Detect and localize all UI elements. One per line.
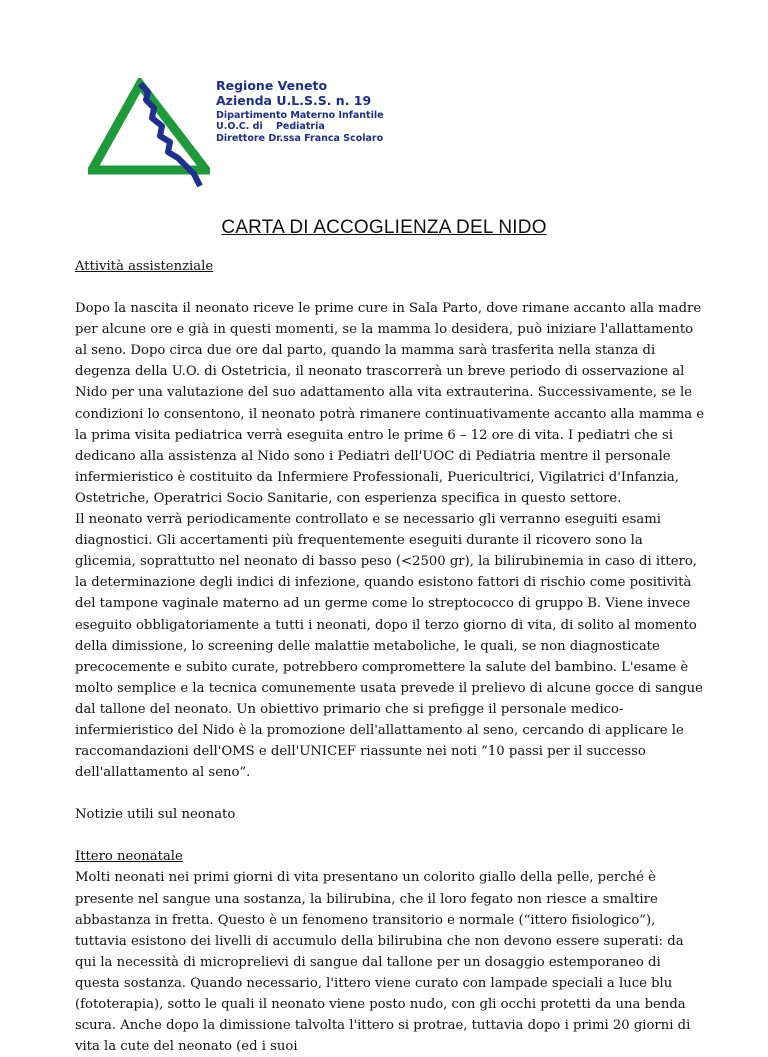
section-heading-notizie: Notizie utili sul neonato <box>75 807 236 823</box>
section-heading-attivita: Attività assistenziale <box>75 259 214 274</box>
department-name: Dipartimento Materno Infantile <box>216 110 384 121</box>
unit-name: U.O.C. di Pediatria <box>216 121 325 133</box>
document-body <box>75 256 705 1057</box>
paragraph-attivita-1: Dopo la nascita il neonato riceve le prime cure in Sala Parto, dove rimane accanto alla madre per alcune ore e già in questi momenti, se la mamma lo desidera, può iniziare l'allattamento al seno. Dopo circa due ore dal parto, quando la mamma sarà trasferita nella stanza di degenza della U.O. di Ostetricia, il neonato trascorrerà un breve periodo di osservazione al Nido per una valutazione del suo adattamento alla vita extrauterina. Successivamente, se le condizioni lo consentono, il neonato potrà rimanere continuativamente accanto alla mamma e la prima visita pediatrica verrà eseguita entro le prime 6 – 12 ore di vita. I pediatri che si dedicano alla assistenza al Nido sono i Pediatri dell'UOC di Pediatria mentre il personale infermieristico è costituito da Infermiere Professionali, Puericultrici, Vigilatrici d'Infanzia, Ostetriche, Operatrici Socio Sanitarie, con esperienza specifica in questo settore. <box>75 301 705 506</box>
organization-block <box>216 78 384 144</box>
director-name: Direttore Dr.ssa Franca Scolaro <box>216 132 384 144</box>
paragraph-attivita-2: Il neonato verrà periodicamente controllato e se necessario gli verranno eseguiti esami diagnostici. Gli accertamenti più frequentemente eseguiti durante il ricovero sono la glicemia, soprattutto nel neonato di basso peso (<2500 gr), la bilirubinemia in caso di ittero, la determinazione degli indici di infezione, quando esistono fattori di rischio come positività del tampone vaginale materno ad un germe come lo streptococco di gruppo B. Viene invece eseguito obbligatoriamente a tutti i neonati, dopo il terzo giorno di vita, di solito al momento della dimissione, lo screening delle malattie metaboliche, le quali, se non diagnosticate precocemente e subito curate, potrebbero compromettere la salute del bambino. L'esame è molto semplice e la tecnica comunemente usata prevede il prelievo di alcune gocce di sangue dal tallone del neonato. Un obiettivo primario che si prefigge il personale medico-infermieristico del Nido è la promozione dell'allattamento al seno, cercando di applicare le raccomandazioni dell'OMS e dell'UNICEF riassunte nei noti “10 passi per il successo dell'allattamento al seno”. <box>75 512 703 781</box>
azienda-name: Azienda U.L.S.S. n. 19 <box>216 93 372 108</box>
paragraph-ittero: Molti neonati nei primi giorni di vita presentano un colorito giallo della pelle, perché è presente nel sangue una sostanza, la bilirubina, che il loro fegato non riesce a smaltire abbastanza in fretta. Questo è un fenomeno transitorio e normale (“ittero fisiologico”), tuttavia esistono dei livelli di accumulo della bilirubina che non devono essere superati: da qui la necessità di microprelievi di sangue dal tallone per un dosaggio estemporaneo di questa sostanza. Quando necessario, l'ittero viene curato con lampade speciali a luce blu (fototerapia), sotto le quali il neonato viene posto nudo, con gli occhi protetti da una benda scura. Anche dopo la dimissione talvolta l'ittero si protrae, tuttavia dopo i primi 20 giorni di vita la cute del neonato (ed i suoi <box>75 870 691 1055</box>
letterhead <box>88 78 688 198</box>
section-heading-ittero: Ittero neonatale <box>75 849 183 865</box>
region-name: Regione Veneto <box>216 78 328 93</box>
document-title: CARTA DI ACCOGLIENZA DEL NIDO <box>221 217 547 238</box>
ulss-logo <box>88 78 210 192</box>
